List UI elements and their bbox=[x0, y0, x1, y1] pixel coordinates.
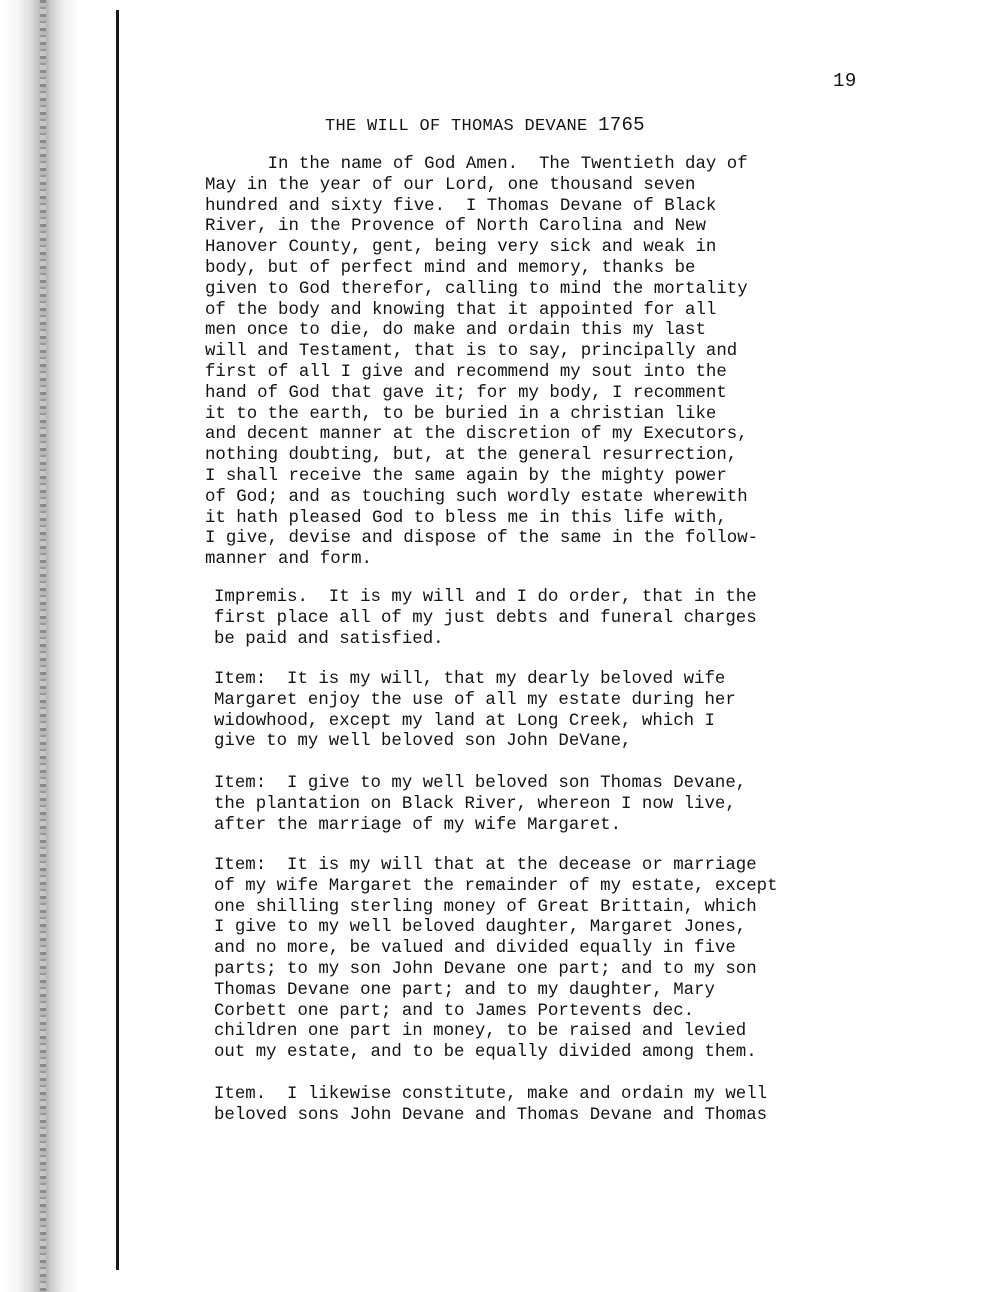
text-line: beloved sons John Devane and Thomas Devane and Thomas bbox=[214, 1105, 768, 1125]
text-line: children one part in money, to be raised and levied bbox=[214, 1022, 747, 1042]
text-line: first place all of my just debts and funeral charges bbox=[214, 608, 757, 628]
paragraph-intro bbox=[205, 155, 758, 571]
text-line: it to the earth, to be buried in a christian like bbox=[205, 404, 717, 424]
page-number: 19 bbox=[833, 70, 857, 92]
text-line: I shall receive the same again by the mighty power bbox=[205, 466, 727, 486]
text-line: first of all I give and recommend my sout into the bbox=[205, 362, 727, 382]
text-line: Item: It is my will that at the decease or marriage bbox=[214, 856, 757, 875]
text-line: one shilling sterling money of Great Brittain, which bbox=[214, 897, 757, 917]
text-line: will and Testament, that is to say, principally and bbox=[205, 342, 738, 362]
text-line: May in the year of our Lord, one thousand seven bbox=[205, 175, 696, 195]
text-line: and decent manner at the discretion of my Executors, bbox=[205, 425, 748, 445]
text-line: the plantation on Black River, whereon I now live, bbox=[214, 794, 736, 814]
paragraph-item-estate-division bbox=[214, 856, 778, 1064]
title-year: 1765 bbox=[598, 114, 645, 136]
margin-rule-line bbox=[116, 10, 119, 1270]
document-title bbox=[325, 114, 645, 136]
text-line: it hath pleased God to bless me in this life with, bbox=[205, 508, 727, 528]
text-line: given to God therefor, calling to mind the mortality bbox=[205, 279, 748, 299]
paragraph-item-plantation bbox=[214, 774, 746, 836]
text-line: hundred and sixty five. I Thomas Devane of Black bbox=[205, 196, 717, 216]
paragraph-item-wife bbox=[214, 670, 736, 753]
text-line: I give to my well beloved daughter, Margaret Jones, bbox=[214, 918, 747, 938]
text-line: Item: I give to my well beloved son Thomas Devane, bbox=[214, 774, 747, 793]
text-line: I give, devise and dispose of the same in the follow- bbox=[205, 529, 759, 549]
text-line: of the body and knowing that it appointed for all bbox=[205, 300, 717, 320]
paragraph-impremis bbox=[214, 588, 757, 650]
text-line: hand of God that gave it; for my body, I recomment bbox=[205, 383, 727, 403]
text-line: out my estate, and to be equally divided among them. bbox=[214, 1043, 757, 1063]
text-line: widowhood, except my land at Long Creek, which I bbox=[214, 711, 715, 731]
text-line: men once to die, do make and ordain this my last bbox=[205, 321, 706, 341]
text-line: In the name of God Amen. The Twentieth day of bbox=[205, 155, 748, 174]
text-line: Item: It is my will, that my dearly beloved wife bbox=[214, 670, 726, 689]
scanned-binding-edge bbox=[0, 0, 112, 1292]
text-line: Corbett one part; and to James Portevents dec. bbox=[214, 1001, 695, 1021]
text-line: parts; to my son John Devane one part; and to my son bbox=[214, 959, 757, 979]
text-line: and no more, be valued and divided equally in five bbox=[214, 939, 736, 959]
binding-shadow-streak bbox=[40, 0, 46, 1292]
text-line: give to my well beloved son John DeVane, bbox=[214, 732, 632, 752]
paragraph-item-executors bbox=[214, 1085, 767, 1127]
text-line: of my wife Margaret the remainder of my estate, except bbox=[214, 876, 778, 896]
text-line: manner and form. bbox=[205, 550, 372, 570]
text-line: Margaret enjoy the use of all my estate during her bbox=[214, 690, 736, 710]
text-line: nothing doubting, but, at the general resurrection, bbox=[205, 446, 738, 466]
text-line: after the marriage of my wife Margaret. bbox=[214, 815, 622, 835]
text-line: River, in the Provence of North Carolina and New bbox=[205, 217, 706, 237]
text-line: Impremis. It is my will and I do order, that in the bbox=[214, 588, 757, 607]
text-line: Item. I likewise constitute, make and ordain my well bbox=[214, 1085, 768, 1104]
text-line: of God; and as touching such wordly estate wherewith bbox=[205, 487, 748, 507]
text-line: Hanover County, gent, being very sick and weak in bbox=[205, 238, 717, 258]
text-line: Thomas Devane one part; and to my daughter, Mary bbox=[214, 980, 715, 1000]
title-text: THE WILL OF THOMAS DEVANE bbox=[325, 117, 588, 136]
text-line: body, but of perfect mind and memory, thanks be bbox=[205, 258, 696, 278]
text-line: be paid and satisfied. bbox=[214, 629, 444, 649]
